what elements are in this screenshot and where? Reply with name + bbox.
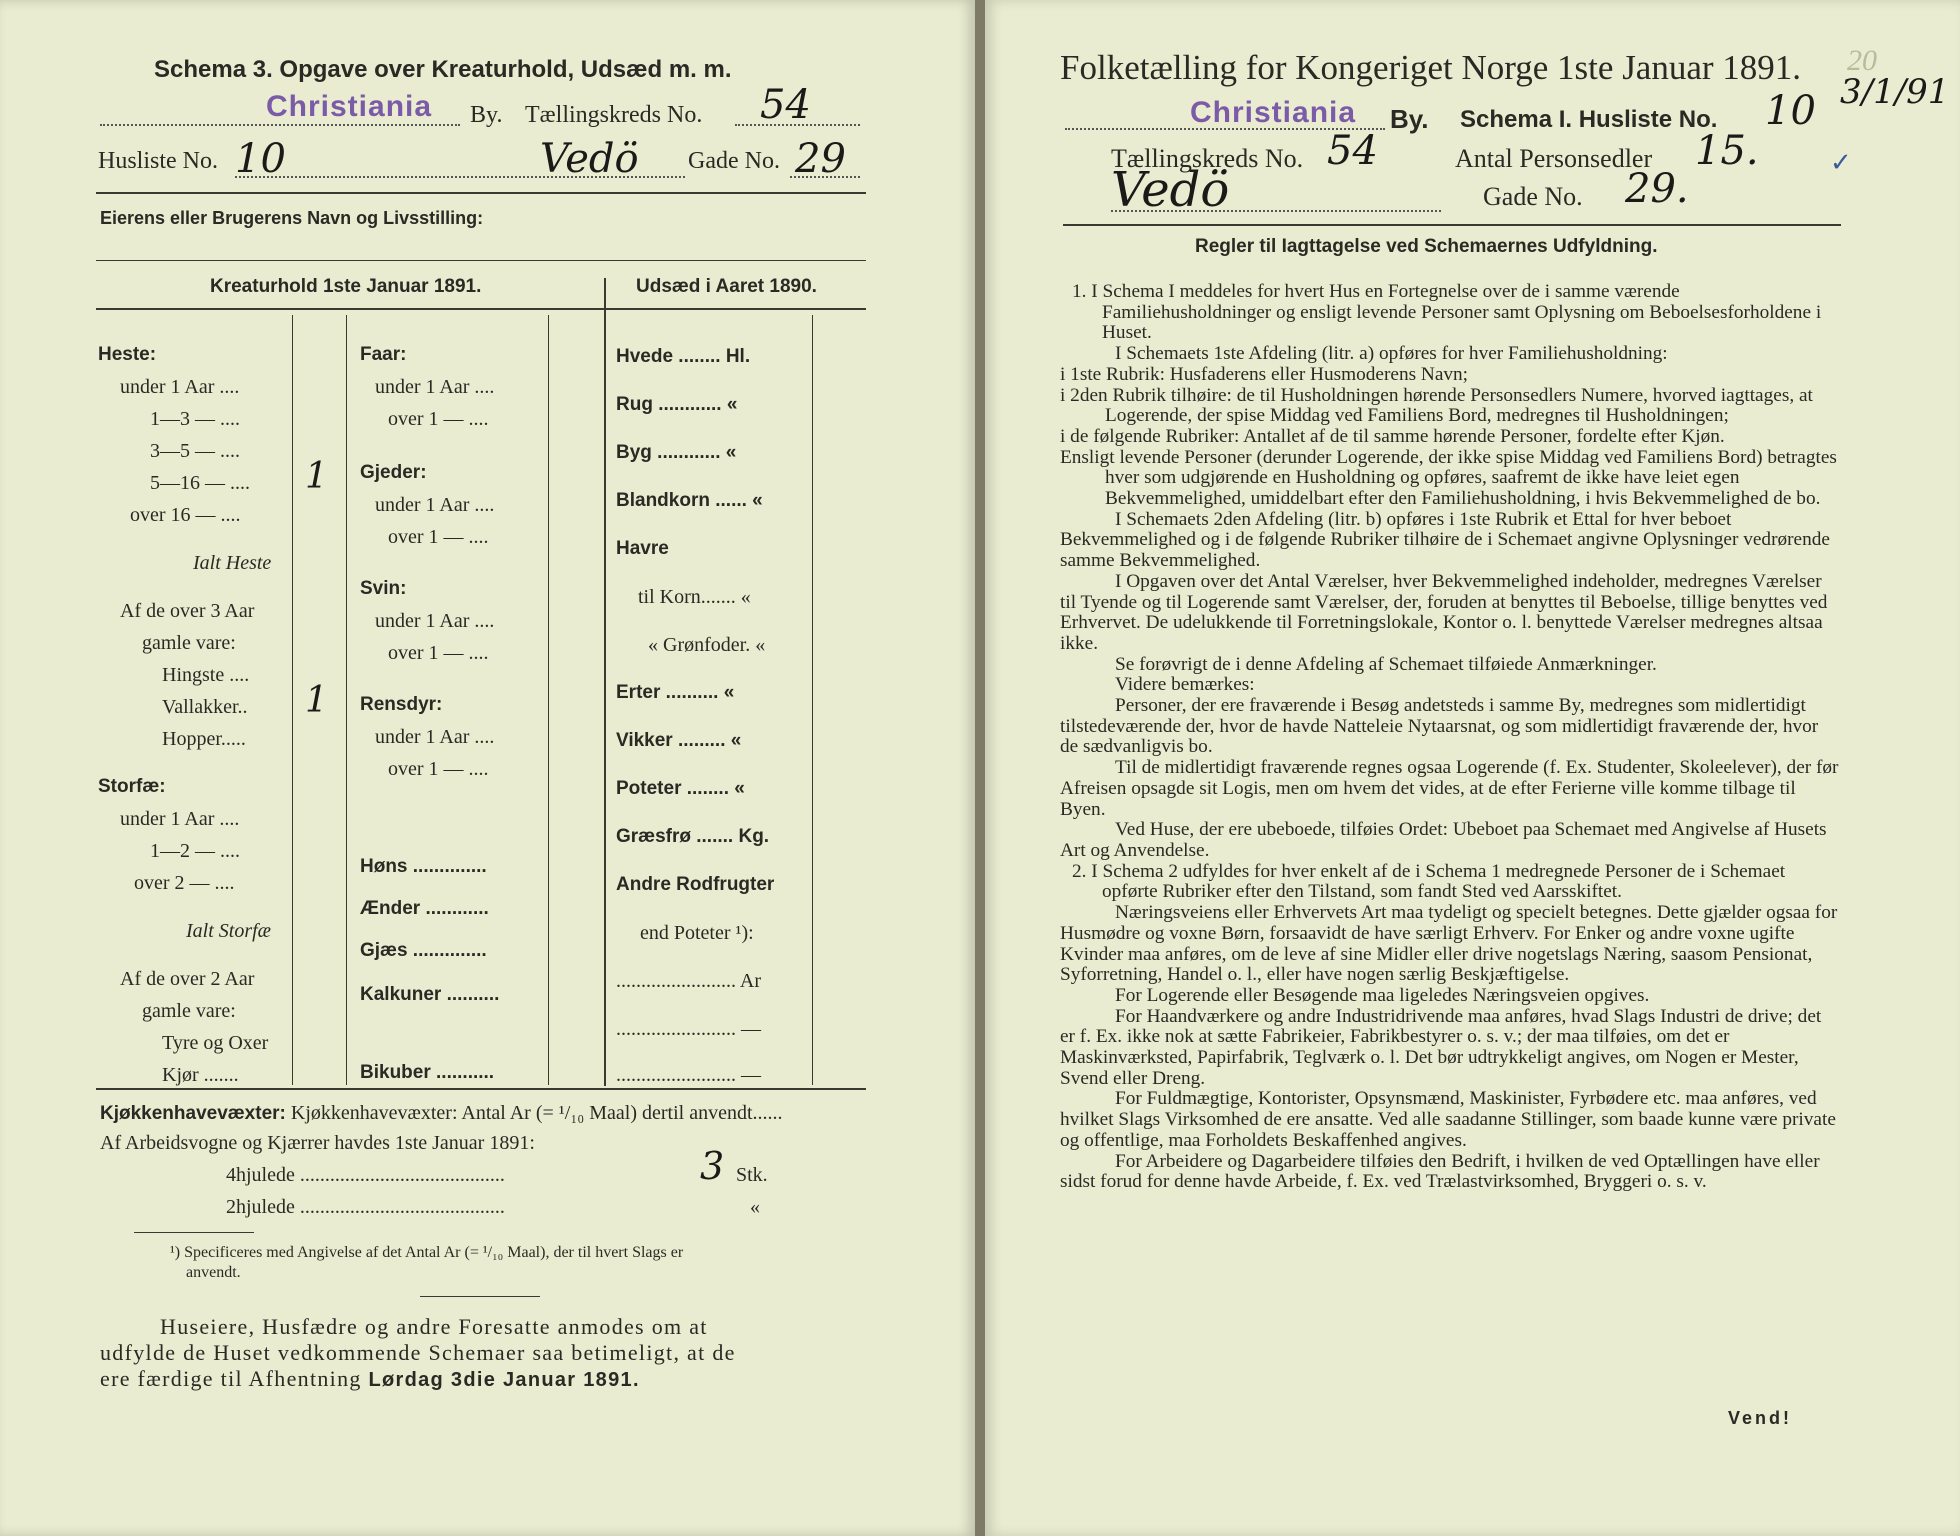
row-label: Græsfrø ....... Kg. [616, 826, 770, 847]
rule-paragraph: I Opgaven over det Antal Værelser, hver Bekvemmelighed indeholder, medregnes Værelser til Tyende og til Logerende samt Værelser, der, foruden at benyttes til Beboelse, tillige benyttes ved Erhvervet. De udelukkende til Forretningslokale, Kontor o. l. benyttede Værelser medregnes altsaa ikke. [1060, 570, 1828, 654]
row-label: under 1 Aar .... [120, 376, 240, 398]
city-stamp: Christiania [266, 90, 433, 123]
dotted-line [735, 124, 860, 126]
kreds-label: Tællingskreds No. [525, 102, 703, 128]
row-label: end Poteter ¹): [640, 922, 754, 944]
schema1-label: Schema I. Husliste No. [1460, 106, 1718, 133]
arbeids-line: Af Arbeidsvogne og Kjærrer havdes 1ste Januar 1891: [100, 1132, 535, 1154]
gade-label-right: Gade No. [1483, 182, 1583, 211]
row-label: under 1 Aar .... [375, 376, 495, 398]
rules-title: Regler til Iagttagelse ved Schemaernes Udfyldning. [1195, 236, 1658, 257]
rensdyr-heading: Rensdyr: [360, 694, 443, 715]
total-storfae-label: Ialt Storfæ [186, 920, 272, 942]
row-label: Erter .......... « [616, 682, 735, 703]
husliste-label: Husliste No. [98, 148, 218, 174]
row-label: Kalkuner .......... [360, 984, 500, 1005]
schema3-title: Schema 3. Opgave over Kreaturhold, Udsæd m. m. [154, 56, 732, 83]
row-label: over 1 — .... [388, 408, 489, 430]
heste-heading: Heste: [98, 344, 157, 365]
row-label: Hingste .... [162, 664, 250, 686]
kreds-value: 54 [760, 82, 811, 128]
rule-paragraph: Videre bemærkes: [1115, 674, 1255, 696]
rule-paragraph: Næringsveiens eller Erhvervets Art maa tydeligt og specielt betegnes. Dette gjælder ogsaa for Husmødre og voxne Børn, forsaavidt de have særligt Erhverv. For Enker og andre voxne ugifte Kvinder maa anføres, om de leve af sine Midler eller drive nogetslags Næring, saasom Pensionat, Syforretning, Handel o. l., eller have nogen særlig Beskjæftigelse. [1060, 902, 1838, 986]
row-label: Poteter ........ « [616, 778, 745, 799]
date-note: 3/1/91 [1840, 72, 1950, 112]
gade-value-right: 29. [1625, 166, 1689, 212]
rule-paragraph: I Schemaets 1ste Afdeling (litr. a) opføres for hver Familiehusholdning: [1115, 343, 1668, 365]
horses-5-16-value: 1 [305, 456, 328, 497]
row-label: gamle vare: [142, 1000, 236, 1022]
kreatur-header: Kreaturhold 1ste Januar 1891. [210, 276, 482, 297]
andre-heading: Andre Rodfrugter [616, 874, 775, 895]
row-label: 3—5 — .... [150, 440, 240, 462]
page-number: 20 [1847, 44, 1877, 77]
rule [96, 260, 866, 261]
row-label: over 2 — .... [134, 872, 235, 894]
row-label: Høns .............. [360, 856, 487, 877]
rule-paragraph: For Arbeidere og Dagarbeidere tilføies den Bedrift, i hvilken de ved Optællingen have eller sidst forud for denne havde Arbeide, f. Ex. ved Trælastvirksomhed, Bryggeri o. s. v. [1060, 1150, 1820, 1193]
column-rule [604, 278, 606, 1086]
rule-paragraph: i de følgende Rubriker: Antallet af de til samme hørende Personer, fordelte efter Kjøn. [1060, 425, 1725, 447]
antal-value: 15. [1695, 128, 1759, 174]
havre-heading: Havre [616, 538, 669, 559]
row-label: under 1 Aar .... [375, 494, 495, 516]
hjul2-label: 2hjulede ......................................... [226, 1196, 505, 1218]
kreds-label-right: Tællingskreds No. [1111, 144, 1304, 173]
rule [96, 308, 866, 310]
closing-line-2: udfylde de Huset vedkommende Schemaer saa betimeligt, at de [100, 1340, 736, 1365]
row-label: over 1 — .... [388, 642, 489, 664]
row-label: Blandkorn ...... « [616, 490, 763, 511]
rules-text [1060, 282, 1840, 1193]
row-label: 1—3 — .... [150, 408, 240, 430]
rule-paragraph: Ensligt levende Personer (derunder Logerende, der ikke spise Middag ved Familiens Bord) betragtes hver som udgjørende en Husholdning og opføres, saafremt de ikke have leiet egen Bekvemmelighed, umiddelbart efter den Familiehusholdning, i hvis Bekvemmelighed de bo. [1060, 446, 1837, 510]
row-label: Tyre og Oxer [162, 1032, 269, 1054]
rule-paragraph: i 1ste Rubrik: Husfaderens eller Husmoderens Navn; [1060, 363, 1469, 385]
row-label: Rug ............ « [616, 394, 738, 415]
row-label: ........................ — [616, 1018, 761, 1040]
row-label: Byg ............ « [616, 442, 737, 463]
husliste-value: 10 [235, 136, 286, 182]
kjokken-line: Kjøkkenhavevæxter: Kjøkkenhavevæxter: Antal Ar (= ¹/₁₀ Maal) dertil anvendt...... [100, 1102, 783, 1124]
row-label: Af de over 2 Aar [120, 968, 255, 990]
row-label: under 1 Aar .... [375, 726, 495, 748]
rule-paragraph: Se forøvrigt de i denne Afdeling af Schemaet tilføiede Anmærkninger. [1115, 653, 1657, 675]
rule-paragraph: For Logerende eller Besøgende maa ligeledes Næringsveien opgives. [1115, 984, 1650, 1006]
rule-paragraph: For Haandværkere og andre Industridrivende maa anføres, hvad Slags Industri de drive; det er f. Ex. ikke nok at sætte Fabrikeier, Fabrikbestyrer o. s. v.; der maa tilføies, om det er Maskinværksted, Papirfabrik, Teglværk o. l. Det bør udtrykkeligt angives, om Nogen er Mester, Svend eller Dreng. [1060, 1005, 1822, 1089]
street-value: Vedö [540, 136, 639, 182]
census-title: Folketælling for Kongeriget Norge 1ste Januar 1891. [1060, 48, 1802, 87]
dotted-line [1111, 210, 1441, 212]
row-label: Bikuber ........... [360, 1062, 495, 1083]
antal-label: Antal Personsedler [1455, 144, 1653, 173]
row-label: Af de over 3 Aar [120, 600, 255, 622]
row-label: over 16 — .... [130, 504, 241, 526]
hjul4-unit: Stk. [736, 1164, 768, 1186]
faar-heading: Faar: [360, 344, 407, 365]
footnote-2: anvendt. [186, 1264, 241, 1281]
rule-paragraph: I Schemaets 2den Afdeling (litr. b) opføres i 1ste Rubrik et Ettal for hver beboet Bekvemmelighed og i de følgende Rubriker tilhøire de i Schemaet angivne Oplysninger vedrørende samme Bekvemmelighed. [1060, 508, 1830, 572]
row-label: 5—16 — .... [150, 472, 250, 494]
row-label: ........................ — [616, 1064, 761, 1086]
column-rule [548, 315, 549, 1085]
left-page [0, 0, 975, 1536]
row-label: Gjæs .............. [360, 940, 487, 961]
udsaed-header: Udsæd i Aaret 1890. [636, 276, 817, 297]
rule [420, 1296, 540, 1297]
row-label: under 1 Aar .... [375, 610, 495, 632]
hjul4-value: 3 [700, 1144, 725, 1188]
vend-note: Vend! [1728, 1408, 1793, 1428]
city-stamp-right: Christiania [1190, 96, 1357, 129]
gade-value: 29 [795, 136, 846, 182]
row-label: « Grønfoder. « [648, 634, 766, 656]
column-rule [292, 315, 293, 1085]
column-rule [346, 315, 347, 1085]
rule [134, 1232, 254, 1233]
husliste-value-right: 10 [1765, 88, 1816, 134]
check-mark: ✓ [1830, 148, 1852, 177]
row-label: gamle vare: [142, 632, 236, 654]
hjul4-label: 4hjulede ......................................... [226, 1164, 505, 1186]
street-value-right: Vedö [1111, 162, 1230, 218]
dotted-line [235, 176, 685, 178]
right-page [985, 0, 1960, 1536]
rule [96, 1088, 866, 1090]
closing-line-1: Huseiere, Husfædre og andre Foresatte anmodes om at [160, 1314, 708, 1339]
row-label: Hopper..... [162, 728, 246, 750]
rule [96, 192, 866, 194]
rule-paragraph: Personer, der ere fraværende i Besøg andetsteds i samme By, medregnes som midlertidigt tilstedeværende der, hvor de havde Natteleie Nytaarsnat, og som midlertidigt fraværende der, hvor de sædvanligvis bo. [1060, 695, 1819, 758]
row-label: ........................ Ar [616, 970, 761, 992]
row-label: Hvede ........ Hl. [616, 346, 751, 367]
footnote-1: ¹) Specificeres med Angivelse af det Antal Ar (= ¹/₁₀ Maal), der til hvert Slags er [170, 1244, 684, 1261]
vallakker-value: 1 [305, 680, 328, 721]
kreds-value-right: 54 [1327, 128, 1378, 174]
storfae-heading: Storfæ: [98, 776, 166, 797]
row-label: Kjør ....... [162, 1064, 239, 1086]
row-label: til Korn....... « [638, 586, 751, 608]
owner-label: Eierens eller Brugerens Navn og Livsstilling: [100, 208, 484, 228]
rule-paragraph: Ved Huse, der ere ubeboede, tilføies Ordet: Ubeboet paa Schemaet med Angivelse af Husets Art og Anvendelse. [1060, 819, 1827, 861]
rule [1063, 224, 1841, 226]
row-label: Vallakker.. [162, 696, 248, 718]
rule-paragraph: Til de midlertidigt fraværende regnes ogsaa Logerende (f. Ex. Studenter, Skoleelever), der før Afreisen opsagde sit Logis, men om hvem det vides, at de efter Ferierne ville komme tilbage til Byen. [1060, 757, 1839, 820]
row-label: Ænder ............ [360, 898, 489, 919]
row-label: Vikker ......... « [616, 730, 742, 751]
row-label: over 1 — .... [388, 526, 489, 548]
column-rule [812, 315, 813, 1085]
total-horses-label: Ialt Heste [193, 552, 272, 574]
closing-line-3: ere færdige til Afhentning Lørdag 3die Januar 1891. [100, 1366, 640, 1391]
row-label: under 1 Aar .... [120, 808, 240, 830]
rule-paragraph: i 2den Rubrik tilhøire: de til Husholdningen hørende Personsedlers Numere, hvorved iagttages, at Logerende, der spise Middag ved Familiens Bord, medregnes til Husholdningen; [1060, 384, 1813, 427]
row-label: 1—2 — .... [150, 840, 240, 862]
rule-paragraph: 1. I Schema I meddeles for hvert Hus en Fortegnelse over de i samme værende Familiehusholdninger og ensligt levende Personer samt Oplysning om Beboelsesforholdene i Huset. [1072, 281, 1822, 344]
dotted-line [100, 124, 460, 126]
rule-paragraph: 2. I Schema 2 udfyldes for hver enkelt af de i Schema 1 medregnede Personer de i Schemaet opførte Rubriker efter den Tilstand, som fandt Sted ved Aarsskiftet. [1072, 860, 1786, 903]
hjul2-unit: « [750, 1196, 760, 1218]
dotted-line [790, 176, 860, 178]
gade-label: Gade No. [688, 148, 780, 174]
by-label: By. [470, 102, 503, 128]
gjeder-heading: Gjeder: [360, 462, 427, 483]
row-label: over 1 — .... [388, 758, 489, 780]
svin-heading: Svin: [360, 578, 407, 599]
rule-paragraph: For Fuldmægtige, Kontorister, Opsynsmænd, Maskinister, Fyrbødere etc. maa anføres, ved hvilket Slags Virksomhed de ere ansatte. Ved alle saadanne Stillinger, som baade kunne være private og offentlige, maa Forholdets Beskaffenhed angives. [1060, 1088, 1836, 1151]
by-label-right: By. [1390, 104, 1429, 134]
